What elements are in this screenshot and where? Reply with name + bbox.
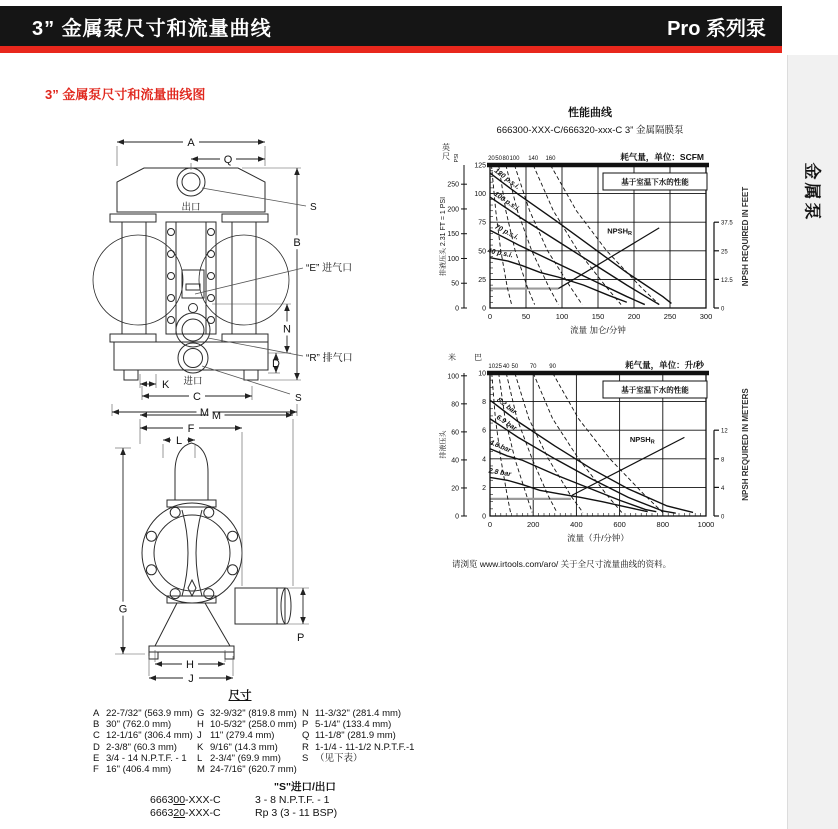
axis-unit-label: 米 [448,353,456,362]
tick-label: 4 [482,456,486,464]
dim-label-D: D [272,357,280,370]
tick-label: 0 [455,513,459,521]
s-port-table-header: "S"进口/出口 [274,781,336,793]
pump-front-body [93,168,289,380]
tick-label: 8 [721,457,725,464]
npsh-line [572,437,684,495]
port-label-E: “E” 进气口 [306,263,353,274]
dim-label-P: P [297,632,305,644]
dimension-key: P [302,719,309,731]
dimension-value: 24-7/16" (620.7 mm) [210,764,297,776]
dimension-column [302,708,432,775]
dim-label-Q: Q [223,153,233,166]
pressure-curve [490,230,645,304]
dimension-key: M [197,764,205,776]
npsh-axis-title: NPSH REQUIRED IN METERS [741,388,750,501]
dimensions-caption: 尺寸 [228,690,252,702]
dimension-key: L [197,752,203,764]
tick-label: 100 [555,312,569,321]
curve-label: 8.2 bar [495,396,518,416]
tick-label: 0 [455,305,459,313]
label-outlet: 出口 [181,202,201,213]
flow-chart-1 [438,140,788,360]
dimension-key: K [197,741,204,753]
dimension-key: G [197,708,205,719]
tick-label: 10 [488,364,496,370]
tick-label: 200 [627,312,641,321]
dimension-table [93,708,432,775]
tick-label: 8 [482,399,486,407]
dimension-row [302,708,432,719]
dimension-row [93,764,197,775]
dim-label-B: B [293,237,301,249]
dimension-row [197,753,302,764]
tick-label: 100 [447,255,459,263]
dimension-row [302,742,432,753]
curve-label: 40 p.s.i. [486,247,514,260]
pump-side-drawing [85,398,385,688]
dimension-key: C [93,730,100,742]
tick-label: 25 [721,249,728,256]
dim-label-C: C [193,390,201,403]
footer-note-post: 关于全尺寸流量曲线的资料。 [558,559,672,569]
tick-label: 100 [474,191,486,199]
tick-label: 0 [721,514,725,521]
axis-unit-label: 尺 [442,152,450,161]
tick-label: 250 [663,312,677,321]
dimension-row [302,719,432,730]
tick-label: 12 [721,428,728,435]
tick-label: 1000 [697,520,715,529]
pressure-curve [490,449,656,512]
dimension-key: F [93,764,99,776]
tick-label: 100 [509,156,520,162]
npsh-label: $NPSH_R$ [629,435,655,446]
footer-url[interactable]: www.irtools.com/aro/ [479,559,559,569]
tick-label: 300 [699,312,713,321]
port-label-S_top: S [310,202,317,213]
port-label-S_bottom: S [295,393,302,404]
dimension-value: 12-1/16" (306.4 mm) [106,730,193,742]
tick-label: 25 [478,276,486,284]
tick-label: 125 [474,162,486,170]
note-box-text: 基于室温下水的性能 [621,177,689,187]
dimension-row [302,730,432,741]
tick-label: 140 [528,156,539,162]
tick-label: 75 [478,219,486,227]
tick-label: 90 [549,364,556,370]
dimension-value: 5-1/4" (133.4 mm) [315,719,392,731]
dimension-value: 22-7/32" (563.9 mm) [106,708,193,719]
tick-label: 70 [529,364,537,370]
curve-label: 2.8 bar [488,467,512,479]
s-port-table [150,779,420,820]
dimension-value: 11-1/8" (281.9 mm) [315,730,396,742]
section-tab-metal-pump [794,152,834,232]
tick-label: 200 [447,206,459,214]
dimension-value: 1-1/4 - 11-1/2 N.P.T.F.-1 [315,741,415,753]
dim-label-H: H [186,658,194,671]
curve-label: 70 p.s.i. [493,223,520,242]
footer-note [452,558,782,570]
tick-label: 100 [447,373,459,381]
tick-label: 50 [451,280,459,288]
model-number: 666300-XXX-C [150,794,221,806]
page-header [0,6,782,46]
dim-label-N: N [283,323,291,336]
tick-label: 40 [502,364,510,370]
dimension-value: 9/16" (14.3 mm) [210,741,278,753]
tick-label: 80 [451,401,459,409]
axis-unit-label: 巴 [474,353,482,362]
footer-note-pre: 请浏览 [452,559,480,569]
tick-label: 50 [495,156,502,162]
dimension-row [93,742,197,753]
tick-label: 160 [545,156,556,162]
curve-label: 100 p.s.i. [492,190,521,214]
pump-side-body [142,443,291,659]
dimension-row [93,708,197,719]
dimension-row [197,764,302,775]
curve-label: 4.8 bar [488,439,512,455]
tick-label: 80 [502,156,510,162]
curve-label: 120 p.s.i. [492,167,521,191]
dim-label-L: L [175,434,183,447]
note-box-text: 基于室温下水的性能 [621,385,689,395]
dimension-value: 30" (762.0 mm) [106,719,172,731]
dimension-key: A [93,708,100,719]
dimension-key: R [302,741,309,753]
port-spec: 3 - 8 N.P.T.F. - 1 [255,794,330,806]
page-title: 3” 金属泵尺寸和流量曲线 [32,17,272,40]
pump-model-subtitle: 666300-XXX-C/666320-xxx-C 3” 金属隔膜泵 [496,125,684,136]
flow-chart-2 [438,348,788,568]
x-axis-label: 流量 加仑/分钟 [570,325,626,335]
dim-label-J: J [188,672,194,685]
dimension-row [197,719,302,730]
dimension-key: Q [302,730,310,742]
tick-label: 200 [526,520,540,529]
dimension-row [93,730,197,741]
dim-label-G: G [118,603,128,616]
dimension-column [197,708,302,775]
section-tab-label: 金属泵 [802,162,822,222]
dim-label-M: M [211,409,222,422]
tick-label: 0 [487,312,493,321]
tick-label: 25 [495,364,502,370]
tick-label: 60 [451,429,459,437]
tick-label: 250 [447,181,459,189]
tick-label: 20 [451,485,459,493]
tick-label: 6 [482,427,486,435]
dimension-key: E [93,752,100,764]
label-inlet: 进口 [183,376,203,387]
dimension-row [302,753,432,764]
dimension-column [93,708,197,775]
dimension-key: B [93,719,100,731]
dimension-row [197,708,302,719]
dim-label-M: M [199,406,210,419]
npsh-axis-title: NPSH REQUIRED IN FEET [741,186,750,287]
y-axis-title: 排液压头 2.31 FT = 1 PSI [440,196,447,277]
pump-front-drawing [62,112,397,422]
section-title: 3” 金属泵尺寸和流量曲线图 [45,87,206,102]
dimension-value: 3/4 - 14 N.P.T.F. - 1 [106,752,187,764]
dimension-value: 2-3/4" (69.9 mm) [210,752,281,764]
dimension-value: 10-5/32" (258.0 mm) [210,719,297,731]
npsh-label: $NPSH_R$ [607,226,633,237]
tick-label: 50 [478,248,486,256]
dim-label-A: A [187,136,195,149]
s-table-row [150,794,420,807]
axis-unit-label: PSI [454,153,460,163]
top-axis-label: 耗气量，单位：升/秒 [625,360,704,370]
dimension-key: N [302,708,309,719]
side-dimension-annotations [115,410,309,685]
product-series-label: Pro 系列泵 [667,17,766,40]
top-axis-label: 耗气量，单位：SCFM [620,152,704,162]
axis-unit-label: 英 [442,143,450,152]
tick-label: 0 [487,520,493,529]
tick-label: 600 [613,520,626,529]
dimension-key: H [197,719,204,731]
curve-label: 6.9 bar [494,414,518,433]
y-axis-title: 排液压头 [440,430,447,459]
dimension-row [197,730,302,741]
dimension-value: 32-9/32" (819.8 mm) [210,708,297,719]
tick-label: 4 [721,485,725,492]
dimension-value: 11-3/32" (281.4 mm) [315,708,402,719]
x-axis-label: 流量（升/分钟） [567,533,629,543]
tick-label: 800 [656,520,670,529]
tick-label: 40 [451,457,459,465]
dim-label-F: F [187,422,195,435]
port-label-R_port: “R” 排气口 [306,353,353,364]
tick-label: 150 [447,231,459,239]
tick-label: 12.5 [721,277,733,284]
s-table-rows [150,794,420,820]
dimension-value: 2-3/8" (60.3 mm) [106,741,177,753]
dimension-row [93,753,197,764]
header-accent-stripe [0,46,782,53]
port-spec: Rp 3 (3 - 11 BSP) [255,807,338,819]
tick-label: 0 [721,306,725,313]
dim-label-K: K [162,379,170,391]
tick-label: 50 [521,312,531,321]
s-table-row [150,807,420,820]
dimension-row [197,742,302,753]
tick-label: 0 [482,305,486,313]
tick-label: 10 [478,370,486,378]
model-number: 666320-XXX-C [150,807,221,819]
tick-label: 50 [511,364,519,370]
dimension-key: D [93,741,100,753]
tick-label: 150 [591,312,605,321]
tick-label: 37.5 [721,220,733,227]
dimension-value: 16" (406.4 mm) [106,764,172,776]
dimension-key: S [302,752,309,764]
dimension-value: 11" (279.4 mm) [210,730,275,742]
tick-label: 400 [570,520,583,529]
dimension-key: J [197,730,202,742]
tick-label: 20 [488,156,495,162]
dimension-value: （见下表） [315,752,363,764]
tick-label: 2 [482,484,486,492]
performance-curve-title: 性能曲线 [568,107,612,119]
tick-label: 0 [482,513,486,521]
dimension-row [93,719,197,730]
